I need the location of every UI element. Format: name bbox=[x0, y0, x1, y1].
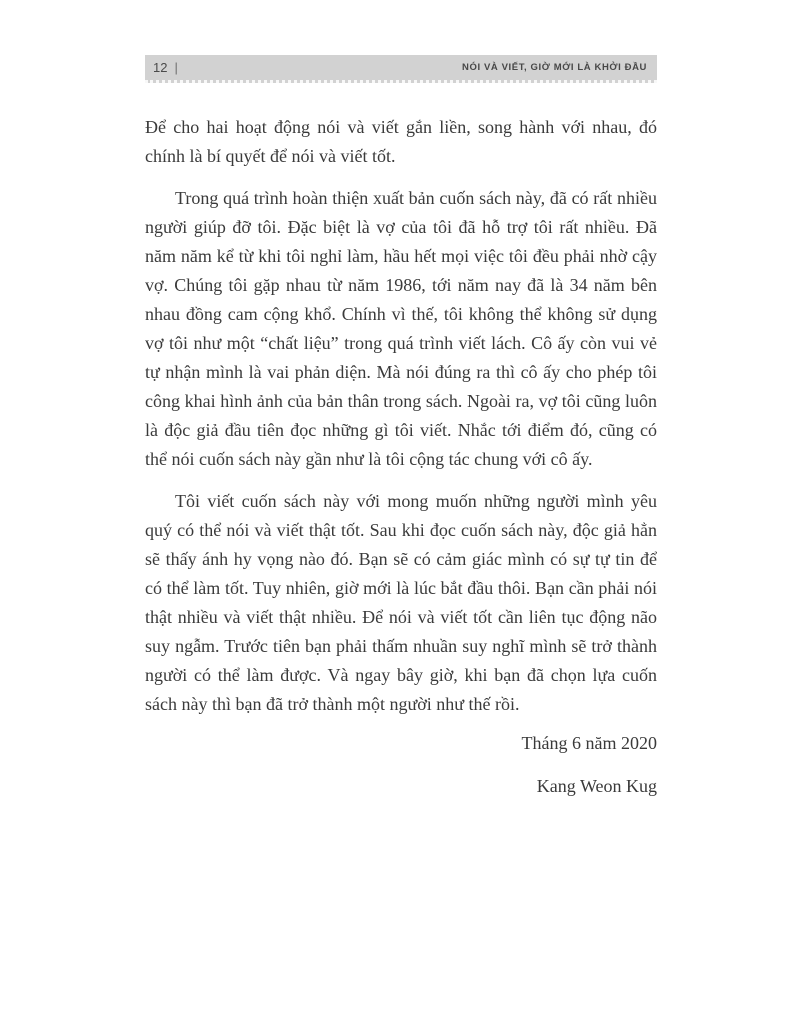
author-signature: Kang Weon Kug bbox=[536, 776, 657, 796]
header-divider: | bbox=[174, 60, 178, 75]
header-left bbox=[153, 60, 178, 75]
date-line: Tháng 6 năm 2020 bbox=[521, 733, 657, 753]
signature-block bbox=[145, 733, 657, 797]
running-title: NÓI VÀ VIẾT, GIỜ MỚI LÀ KHỞI ĐẦU bbox=[462, 62, 647, 73]
running-header bbox=[145, 55, 657, 83]
body-paragraph: Để cho hai hoạt động nói và viết gắn liền, song hành với nhau, đó chính là bí quyết để nói và viết tốt. bbox=[145, 117, 657, 166]
body-text bbox=[145, 113, 657, 719]
body-paragraph: Tôi viết cuốn sách này với mong muốn những người mình yêu quý có thể nói và viết thật tốt. Sau khi đọc cuốn sách này, độc giả hẳn sẽ thấy ánh hy vọng nào đó. Bạn sẽ có cảm giác mình có sự tự tin để có thể làm tốt. Tuy nhiên, giờ mới là lúc bắt đầu thôi. Bạn cần phải nói thật nhiều và viết thật nhiều. Để nói và viết tốt cần liên tục động não suy ngẫm. Trước tiên bạn phải thấm nhuần suy nghĩ mình sẽ trở thành người có thể làm được. Và ngay bây giờ, khi bạn đã chọn lựa cuốn sách này thì bạn đã trở thành một người như thế rồi. bbox=[145, 491, 657, 714]
page-number: 12 bbox=[153, 60, 168, 75]
content-column bbox=[145, 55, 657, 797]
body-paragraph: Trong quá trình hoàn thiện xuất bản cuốn sách này, đã có rất nhiều người giúp đỡ tôi. Đặc biệt là vợ của tôi đã hỗ trợ tôi rất nhiều. Đã năm năm kể từ khi tôi nghỉ làm, hầu hết mọi việc tôi đều phải nhờ cậy vợ. Chúng tôi gặp nhau từ năm 1986, tới năm nay đã là 34 năm bên nhau đồng cam cộng khổ. Chính vì thế, tôi không thể không sử dụng vợ tôi như một “chất liệu” trong quá trình viết lách. Cô ấy còn vui vẻ tự nhận mình là vai phản diện. Mà nói đúng ra thì cô ấy cho phép tôi công khai hình ảnh của bản thân trong sách. Ngoài ra, vợ tôi cũng luôn là độc giả đầu tiên đọc những gì tôi viết. Nhắc tới điểm đó, cũng có thể nói cuốn sách này gần như là tôi cộng tác chung với cô ấy. bbox=[145, 188, 657, 469]
